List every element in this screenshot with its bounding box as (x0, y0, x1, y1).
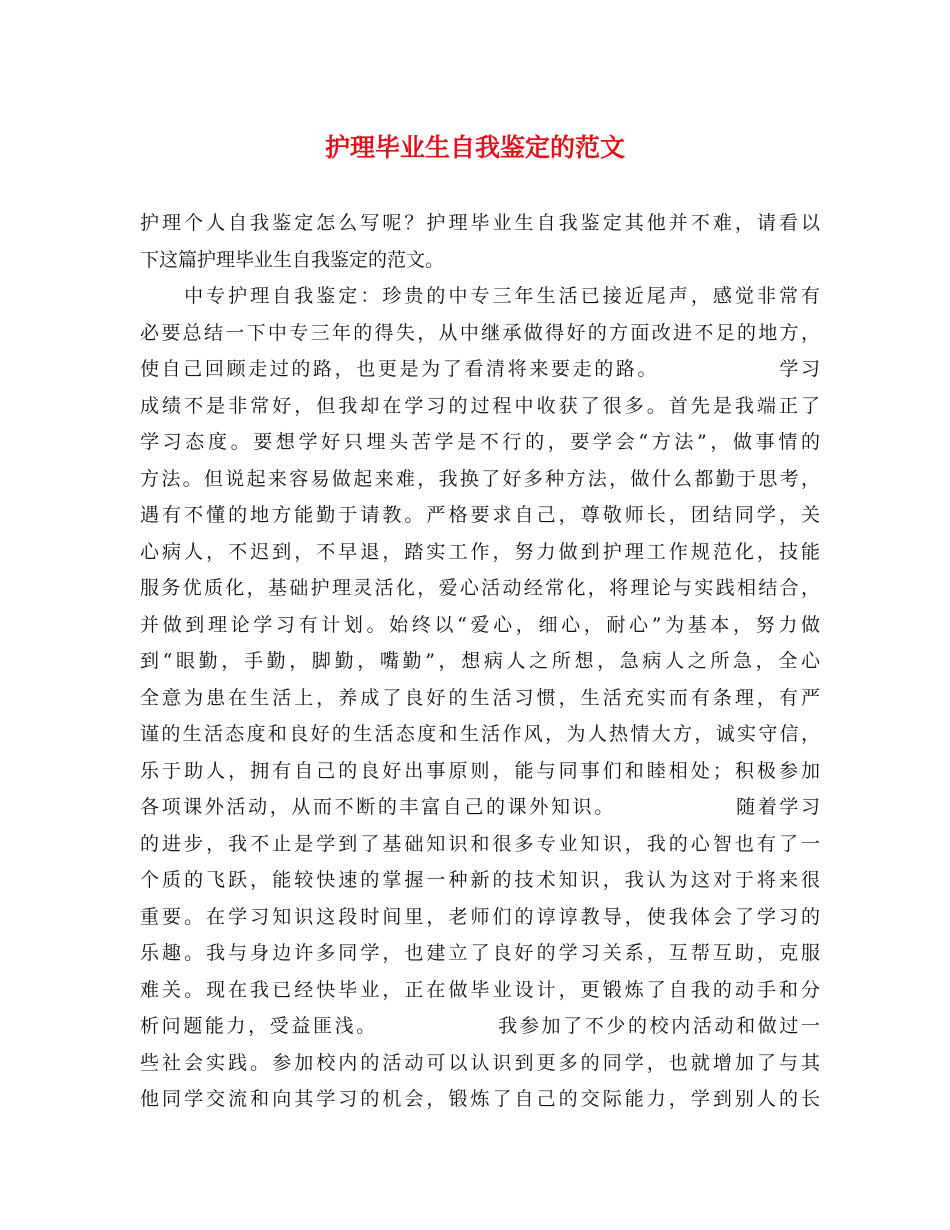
text-line: 方法。但说起来容易做起来难，我换了好多种方法，做什么都勤于思考， (140, 467, 820, 490)
text-line: 析问题能力，受益匪浅。 我参加了不少的校内活动和做过一 (140, 1015, 820, 1037)
text-line: 些社会实践。参加校内的活动可以认识到更多的同学，也就增加了与其 (140, 1051, 820, 1074)
text-line: 个质的飞跃，能较快速的掌握一种新的技术知识，我认为这对于将来很 (140, 869, 820, 891)
text-line: 各项课外活动，从而不断的丰富自己的课外知识。 随着学习 (140, 796, 820, 818)
text-line: 重要。在学习知识这段时间里，老师们的谆谆教导，使我体会了学习的 (140, 905, 820, 928)
body-text (140, 205, 820, 1118)
text-line: 到“眼勤，手勤，脚勤，嘴勤”，想病人之所想，急病人之所急，全心 (140, 650, 820, 672)
text-line: 服务优质化，基础护理灵活化，爱心活动经常化，将理论与实践相结合， (140, 577, 820, 599)
text-line: 学习态度。要想学好只埋头苦学是不行的，要学会“方法”，做事情的 (140, 431, 820, 453)
text-line: 他同学交流和向其学习的机会，锻炼了自己的交际能力，学到别人的长 (140, 1088, 820, 1110)
text-line: 难关。现在我已经快毕业，正在做毕业设计，更锻炼了自我的动手和分 (140, 978, 820, 1001)
text-line: 并做到理论学习有计划。始终以“爱心，细心，耐心”为基本，努力做 (140, 613, 820, 636)
text-line: 必要总结一下中专三年的得失，从中继承做得好的方面改进不足的地方， (140, 321, 820, 344)
text-line: 下这篇护理毕业生自我鉴定的范文。 (140, 248, 445, 271)
text-line: 乐于助人，拥有自己的良好出事原则，能与同事们和睦相处；积极参加 (140, 759, 820, 782)
text-line: 乐趣。我与身边许多同学，也建立了良好的学习关系，互帮互助，克服 (140, 942, 820, 964)
text-line: 全意为患在生活上，养成了良好的生活习惯，生活充实而有条理，有严 (140, 686, 820, 709)
text-line: 成绩不是非常好，但我却在学习的过程中收获了很多。首先是我端正了 (140, 394, 820, 417)
page-title: 护理毕业生自我鉴定的范文 (324, 133, 625, 162)
text-line: 谨的生活态度和良好的生活态度和生活作风，为人热情大方，诚实守信， (140, 723, 820, 745)
text-line: 中专护理自我鉴定：珍贵的中专三年生活已接近尾声，感觉非常有 (140, 285, 820, 307)
text-line: 使自己回顾走过的路，也更是为了看清将来要走的路。 学习 (140, 358, 820, 380)
text-line: 的进步，我不止是学到了基础知识和很多专业知识，我的心智也有了一 (140, 832, 820, 855)
text-line: 护理个人自我鉴定怎么写呢？护理毕业生自我鉴定其他并不难，请看以 (140, 212, 820, 234)
text-line: 心病人，不迟到，不早退，踏实工作，努力做到护理工作规范化，技能 (140, 540, 820, 563)
text-line: 遇有不懂的地方能勤于请教。严格要求自己，尊敬师长，团结同学，关 (140, 504, 820, 526)
